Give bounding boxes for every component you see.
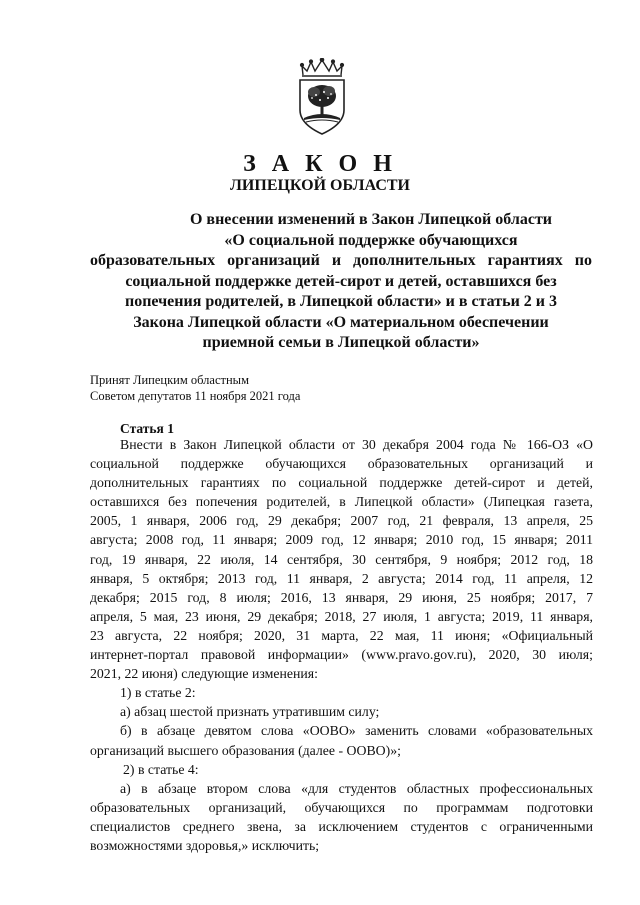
body-line: год, 19 января, 22 июля, 14 сентября, 30 сентября, 9 ноября; 2012 год, 18 xyxy=(90,551,593,567)
adoption-note xyxy=(90,372,300,404)
body-line: 2021, 22 июня) следующие изменения: xyxy=(90,666,318,682)
body-line: 1) в статье 2: xyxy=(120,685,196,701)
body-line: 23 августа, 22 ноября; 2020, 31 марта, 22 мая, 11 июня; «Официальный xyxy=(90,627,593,643)
adoption-line: Принят Липецким областным xyxy=(90,373,249,387)
body-line: интернет-портал правовой информации» (www.pravo.gov.ru), 2020, 30 июля; xyxy=(90,647,593,663)
body-line: а) в абзаце втором слова «для студентов областных профессиональных xyxy=(120,780,593,796)
body-line: дополнительных гарантиях по социальной поддержке детей-сирот и детей, xyxy=(90,475,593,491)
law-heading: З А К О Н xyxy=(243,151,397,177)
coat-of-arms-emblem xyxy=(296,58,348,136)
title-line: «О социальной поддержке обучающихся xyxy=(224,231,518,249)
body-line: 2) в статье 4: xyxy=(123,761,199,777)
body-line: Внести в Закон Липецкой области от 30 декабря 2004 года № 166-ОЗ «О xyxy=(120,437,593,452)
law-title xyxy=(90,210,592,354)
body-line: социальной поддержке обучающихся образовательных организаций и xyxy=(90,456,593,472)
title-line: Закона Липецкой области «О материальном обеспечении xyxy=(133,313,549,331)
title-line: О внесении изменений в Закон Липецкой области xyxy=(189,211,553,228)
body-line: 2005, 1 января, 2006 год, 29 декабря; 2007 год, 21 февраля, 13 апреля, 25 xyxy=(90,513,593,529)
body-line: образовательных организаций, обучающихся по программам подготовки xyxy=(90,799,593,815)
body-line: декабря; 2015 год, 8 июля; 2016, 13 января, 29 июня, 25 ноября; 2017, 7 xyxy=(90,589,593,605)
adoption-line: Советом депутатов 11 ноября 2021 года xyxy=(90,389,301,403)
body-line: оставшихся без попечения родителей, в Липецкой области» (Липецкая газета, xyxy=(90,494,593,510)
body-line: б) в абзаце девятом слова «ООВО» заменить словами «образовательных xyxy=(120,723,593,739)
body-line: а) абзац шестой признать утратившим силу; xyxy=(120,704,380,720)
body-line: возможностями здоровья,» исключить; xyxy=(90,837,320,853)
body-line: организаций высшего образования (далее - ООВО)»; xyxy=(90,742,401,758)
article-body xyxy=(90,435,593,855)
title-line: образовательных организаций и дополнительных гарантиях по xyxy=(90,252,592,269)
body-line: января, 5 октября; 2013 год, 11 января, 2 августа; 2014 год, 11 апреля, 12 xyxy=(90,570,593,586)
body-line: августа; 2008 год, 11 января; 2009 год, 12 января; 2010 год, 15 января; 2011 xyxy=(90,532,593,548)
body-line: специалистов среднего звена, за исключением студентов с ограниченными xyxy=(90,818,593,834)
body-line: апреля, 5 мая, 23 июня, 29 декабря; 2018, 27 июля, 1 августа; 2019, 11 января, xyxy=(90,608,593,624)
article-heading: Статья 1 xyxy=(120,421,174,436)
region-heading: ЛИПЕЦКОЙ ОБЛАСТИ xyxy=(230,177,410,194)
title-line: попечения родителей, в Липецкой области» и в статьи 2 и 3 xyxy=(124,293,558,310)
title-line: приемной семьи в Липецкой области» xyxy=(202,334,480,351)
title-line: социальной поддержке детей-сирот и детей, оставшихся без xyxy=(125,272,557,290)
